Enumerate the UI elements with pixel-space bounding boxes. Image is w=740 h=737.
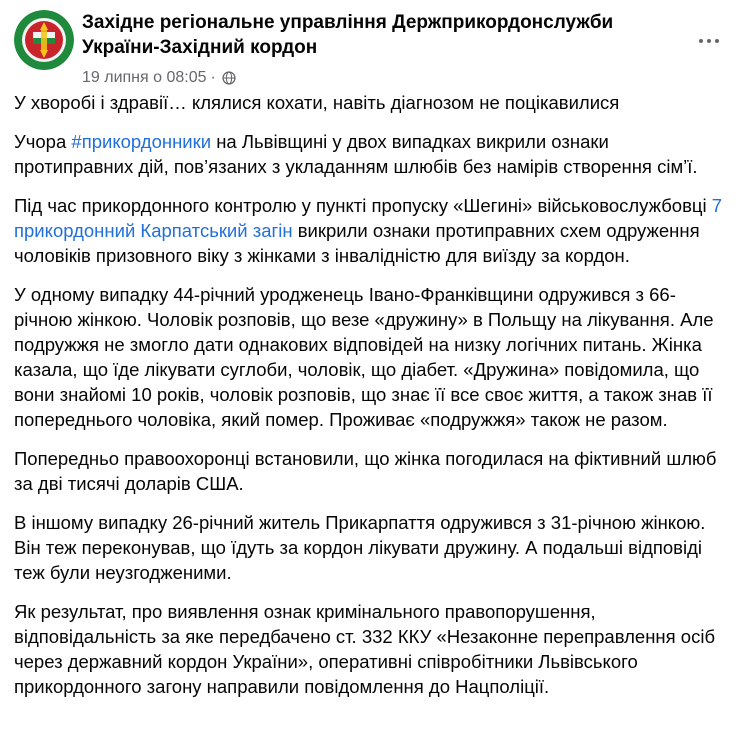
- post-paragraph: Як результат, про виявлення ознак кримінального правопорушення, відповідальність за яке передбачено ст. 332 ККУ «Незаконне переправлення осіб через державний кордон України», оперативні співробітники Львівського прикордонного загону направили повідомлення до Нацполіції.: [14, 601, 716, 697]
- post-paragraph: Попередньо правоохоронці встановили, що жінка погодилася на фіктивний шлюб за дві тисячі доларів США.: [14, 448, 717, 494]
- more-options-icon: [699, 39, 703, 43]
- hashtag-link[interactable]: #прикордонники: [71, 131, 212, 152]
- post-paragraph: В іншому випадку 26-річний житель Прикарпаття одружився з 31-річною жінкою. Він теж переконував, що їдуть за кордон лікувати дружину. А подальші відповіді теж були неузгодженими.: [14, 512, 706, 583]
- post-paragraph: У хворобі і здравії… клялися кохати, навіть діагнозом не поцікавилися: [14, 92, 620, 113]
- post-paragraph: У одному випадку 44-річний уродженець Івано-Франківщини одружився з 66-річною жінкою. Чоловік розповів, що везе «дружину» в Польщу на лікування. Але подружжя не змогло дати однакових відповідей на низку логічних питань. Жінка казала, що їде лікувати суглоби, чоловік, що діабет. «Дружина» повідомила, що вони знайомі 10 років, чоловік розповів, що знає її все своє життя, а також знав її попереднього чоловіка, який помер. Проживає «подружжя» також не разом.: [14, 284, 714, 430]
- text-segment: на Львівщині у двох випадках викрили ознаки протиправних дій, пов’язаних з укладанням шлюбів без намірів створення сім’ї.: [14, 131, 698, 177]
- text-segment: Під час прикордонного контролю у пункті пропуску «Шегині» військовослужбовці: [14, 195, 712, 216]
- post-meta: [82, 68, 236, 88]
- globe-icon: [222, 71, 236, 85]
- more-options-dot: [715, 39, 719, 43]
- page-avatar[interactable]: [14, 10, 74, 70]
- page-mention-link[interactable]: 7 прикордонний Карпатський загін: [14, 195, 723, 241]
- post-text: [14, 90, 726, 713]
- page-name-link[interactable]: Західне регіональне управління Держприкордонслужби України-Західний кордон: [82, 12, 614, 58]
- text-segment: Учора: [14, 131, 72, 152]
- text-segment: викрили ознаки протиправних схем одруження чоловіків призовного віку з жінками з інвалідністю для виїзду за кордон.: [14, 220, 700, 266]
- more-options-button[interactable]: [692, 24, 726, 58]
- post-header: [14, 8, 726, 84]
- post-paragraph: [14, 129, 726, 179]
- border-guard-emblem-icon: [14, 10, 74, 70]
- post-paragraph: [14, 193, 726, 268]
- more-options-dot: [707, 39, 711, 43]
- meta-separator: ·: [210, 69, 216, 86]
- post-date[interactable]: 19 липня о 08:05: [82, 69, 207, 86]
